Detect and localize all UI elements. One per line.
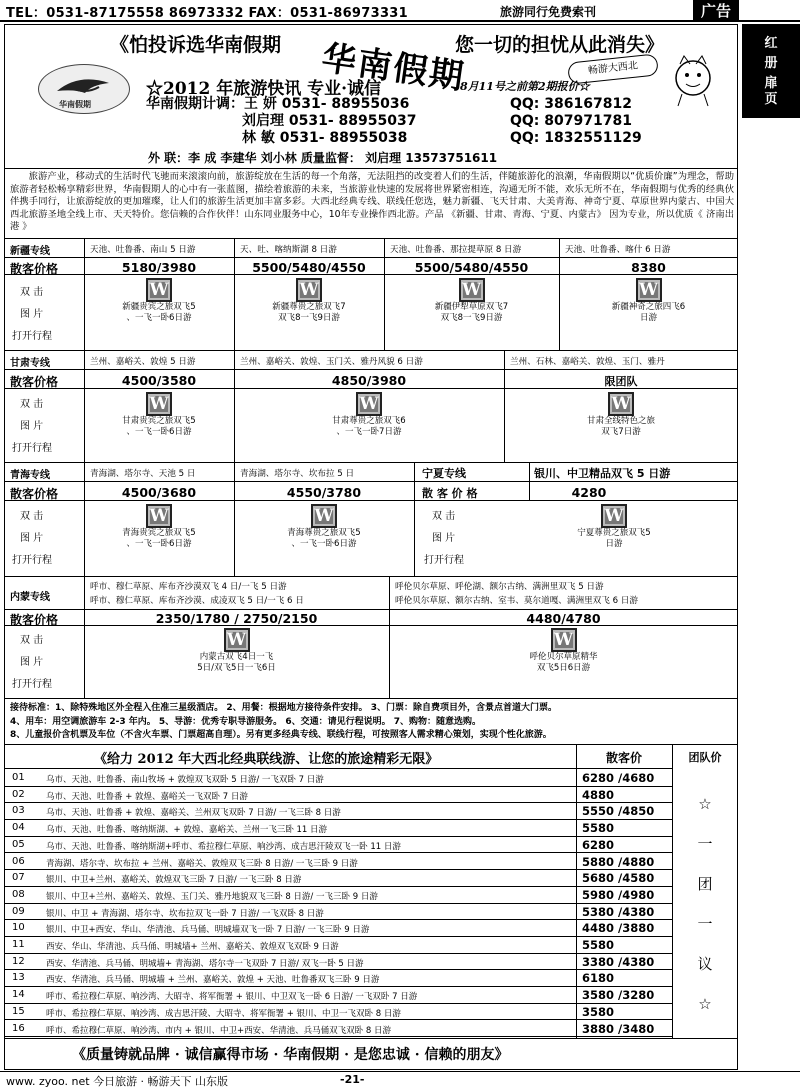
- word-doc-icon[interactable]: W: [311, 504, 337, 528]
- route-price: 4500/3680: [121, 485, 197, 500]
- ad-label: 广告: [693, 0, 739, 22]
- doc-caption: 新疆尊贵之旅双飞7 双飞8一飞9日游: [272, 302, 346, 323]
- doc-caption: 甘肃尊贵之旅双飞6 、一飞一卧7日游: [332, 416, 406, 437]
- gansu-price-label: 散客价格: [10, 375, 59, 389]
- row-route: 银川、中卫+兰州、嘉峪关、敦煌双飞三卧 7 日游/ 一飞三卧 8 日游: [46, 875, 302, 886]
- external-contacts: 外 联：李 成 李建华 刘小林 质量监督： 刘启理 13573751611: [148, 151, 498, 165]
- route-price: 限团队: [604, 375, 638, 388]
- word-doc-icon[interactable]: W: [601, 504, 627, 528]
- hint-line: 图 片: [20, 421, 44, 432]
- side-tab-char: 册: [764, 56, 778, 71]
- row-price: 3580 /3280: [582, 988, 655, 1003]
- contact-name: 华南假期计调：王 妍 0531- 88955036: [146, 96, 410, 112]
- table-row: [4, 770, 672, 787]
- row-number: 01: [12, 772, 25, 783]
- side-tab-char: 页: [764, 92, 778, 107]
- hint-line: 图 片: [20, 309, 44, 320]
- row-route: 乌市、天池、吐鲁番 + 敦煌、嘉峪关一飞双卧 7 日游: [46, 791, 248, 802]
- page-number: -21-: [340, 1073, 365, 1086]
- route-title: 天池、吐鲁番、南山 5 日游: [90, 245, 196, 255]
- group-char: 一: [697, 915, 713, 933]
- row-price: 3580: [582, 1004, 615, 1019]
- contact-name: 林 敏 0531- 88955038: [242, 130, 408, 146]
- row-route: 西安、华清池、兵马俑、明城墙+ 青海湖、塔尔寺一飞双卧 7 日游/ 双飞一卧 5 日游: [46, 958, 364, 969]
- side-tab-char: 红: [764, 36, 778, 51]
- row-route: 乌市、天池、吐鲁番、南山牧场 + 敦煌双飞双卧 5 日游/ 一飞双卧 7 日游: [46, 775, 324, 785]
- logo-text: 华南假期: [59, 100, 91, 109]
- hint-line: 双 击: [20, 635, 44, 646]
- row-number: 07: [12, 872, 25, 884]
- intro-paragraph: 旅游产业，移动式的生活时代飞驰而来滚滚向前，旅游绽放在生活的每一个角落，无法阻挡的改变着人们的生活，伴随旅游化的浪潮，华南假期以“优质价廉”为理念，帮助旅游者轻松畅享精彩世界，华南假期人的心中有一张蓝图，描绘着旅游的未来，当旅游业快速的发展将世界紧密相连，沟通无所不能，欢乐无所不在，华南假期与优秀的经典伙伴携手同行，让旅游绽放的更加璀璨，让人们的旅游生活更加丰富多彩。大西北经典专线、联线任您选，魅力新疆、飞天甘肃、大美青海、神奇宁夏、草原世界内蒙古、中国大西北旅游圣地全线上市、天天特价。您信赖的合作伙伴！山东同业服务中心，10年专业操作西北游。产品 《新疆、甘肃、青海、宁夏、内蒙古》 因为专业，所以优质《 济南出港 》: [10, 171, 734, 232]
- row-number: 13: [12, 972, 25, 984]
- word-doc-icon[interactable]: W: [224, 628, 250, 652]
- qq-number: QQ: 1832551129: [510, 130, 642, 146]
- row-number: 14: [12, 989, 25, 1001]
- header-line2: ☆2012 年旅游快讯 专业·诚信: [146, 79, 382, 99]
- row-route: 西安、华清池、兵马俑、明城墙 + 兰州、嘉峪关、敦煌 + 天池、吐鲁番双飞三卧 9 日游: [46, 975, 380, 986]
- slogan-right: 您一切的担忧从此消失》: [455, 34, 665, 56]
- row-price: 5550 /4850: [582, 804, 655, 819]
- table-row: [4, 937, 672, 954]
- qq-number: QQ: 386167812: [510, 96, 632, 112]
- xinjiang-section: [4, 238, 738, 350]
- route-price: 2350/1780 / 2750/2150: [155, 611, 318, 626]
- qinghai-ningxia-section: [4, 462, 738, 576]
- divider: [4, 168, 738, 169]
- group-char: 一: [697, 835, 713, 853]
- doc-caption: 呼伦贝尔草原精华 双飞5日6日游: [529, 652, 598, 673]
- word-doc-icon[interactable]: W: [296, 278, 322, 302]
- row-route: 乌市、天池、吐鲁番、喀纳斯湖+呼市、希拉穆仁草原、响沙湾、成吉思汗陵双飞一卧 11 日游: [46, 841, 401, 852]
- row-number: 06: [12, 855, 25, 867]
- group-char: ☆: [698, 795, 712, 813]
- table-row: [4, 837, 672, 854]
- standard-line: 4、用车：用空调旅游车 2-3 年内。 5、导游：优秀专职导游服务。 6、交通：请见行程说明。 7、购物：随意选购。: [10, 716, 481, 727]
- column-header-price: 散客价: [605, 751, 642, 765]
- doc-caption: 青海尊贵之旅双飞5 、一飞一卧6日游: [287, 528, 361, 549]
- route-title: 兰州、嘉峪关、敦煌 5 日游: [90, 357, 196, 367]
- top-bar: [0, 0, 800, 22]
- row-number: 15: [12, 1005, 25, 1017]
- qinghai-price-label: 散客价格: [10, 487, 59, 501]
- row-price: 4480 /3880: [582, 921, 655, 936]
- contact-row: [146, 96, 416, 113]
- word-doc-icon[interactable]: W: [551, 628, 577, 652]
- doc-caption: 甘肃全线特色之旅 双飞7日游: [586, 416, 655, 437]
- hint-line: 打开行程: [12, 443, 52, 454]
- word-doc-icon[interactable]: W: [459, 278, 485, 302]
- double-click-hint: [424, 506, 464, 572]
- brand-title: 华南假期: [319, 38, 468, 98]
- row-number: 02: [12, 788, 25, 800]
- itinerary-doc[interactable]: [559, 278, 738, 324]
- row-price: 5580: [582, 938, 615, 952]
- table-title: 《给力 2012 年大西北经典联线游、让您的旅途精彩无限》: [94, 752, 439, 767]
- table-row: [4, 970, 672, 987]
- standard-line: 8、儿童报价含机票及车位（不含火车票、门票超高自理）。另有更多经典专线、联线行程，可按照客人需求精心策划，实现个性化旅游。: [10, 730, 552, 740]
- combo-route-table: [4, 744, 738, 1038]
- row-route: 银川、中卫+西安、华山、华清池、兵马俑、明城墙双飞一卧 7 日游/ 一飞三卧 9 日游: [46, 925, 370, 936]
- word-doc-icon[interactable]: W: [146, 504, 172, 528]
- route-title-list: [395, 580, 638, 608]
- qq-number: QQ: 807971781: [510, 113, 632, 129]
- itinerary-doc[interactable]: [234, 278, 384, 324]
- route-title: 银川、中卫精品双飞 5 日游: [534, 467, 671, 480]
- row-route: 乌市、天池、吐鲁番 + 敦煌、嘉峪关、兰州双飞双卧 7 日游/ 一飞三卧 8 日游: [46, 808, 341, 819]
- table-row: [4, 820, 672, 837]
- hint-line: 双 击: [20, 287, 44, 298]
- row-number: 03: [12, 805, 25, 817]
- route-title: 天、吐、喀纳斯湖 8 日游: [240, 245, 337, 255]
- table-row: [4, 920, 672, 937]
- header-line2b: 8月11号之前第2期报价☆: [460, 80, 590, 93]
- table-row: [4, 954, 672, 971]
- ningxia-price-label: 散 客 价 格: [422, 487, 478, 500]
- doc-caption: 新疆伊犁草原双飞7 双飞8一飞9日游: [434, 302, 509, 323]
- route-title: 兰州、嘉峪关、敦煌、玉门关、雅丹风貌 6 日游: [240, 357, 423, 367]
- qq-list: [510, 96, 642, 147]
- column-header-group: 团队价: [688, 751, 722, 764]
- hint-line: 双 击: [20, 511, 44, 522]
- xinjiang-price-label: 散客价格: [10, 262, 59, 276]
- neimeng-label: 内蒙专线: [10, 592, 50, 603]
- standard-line: 接待标准：1、除特殊地区外全程入住准三星级酒店。 2、用餐：根据地方接待条件安排。 3、门票：除自费项目外，含景点首道大门票。: [10, 703, 558, 713]
- table-row: [4, 987, 672, 1004]
- neimeng-section: [4, 576, 738, 698]
- word-doc-icon[interactable]: W: [146, 392, 172, 416]
- group-negotiable: [672, 784, 738, 1024]
- row-price: 5680 /4580: [582, 871, 655, 886]
- route-price: 8380: [631, 260, 666, 275]
- route-title: 呼市、穆仁草原、库布齐沙漠、成凌双飞 5 日/一飞 6 日: [90, 596, 304, 606]
- hint-line: 双 击: [20, 399, 44, 410]
- row-price: 6280 /4680: [582, 771, 655, 785]
- route-title-list: [90, 580, 304, 608]
- contact-phone-fax: TEL：0531-87175558 86973332 FAX：0531-86973331: [6, 6, 408, 21]
- row-number: 11: [12, 939, 25, 950]
- contacts: [146, 96, 416, 147]
- route-title: 青海湖、塔尔寺、天池 5 日: [90, 469, 196, 479]
- double-click-hint: [12, 630, 52, 696]
- side-tab-char: 扉: [764, 76, 778, 91]
- row-number: 08: [12, 888, 25, 900]
- route-title: 青海湖、塔尔寺、坎布拉 5 日: [240, 469, 355, 479]
- row-route: 银川、中卫 + 青海湖、塔尔寺、坎布拉双飞一卧 7 日游/ 一飞双卧 8 日游: [46, 908, 324, 919]
- table-row: [4, 787, 672, 804]
- row-route: 乌市、天池、吐鲁番、喀纳斯湖、+ 敦煌、嘉峪关、兰州一飞三卧 11 日游: [46, 825, 328, 836]
- slogan-left: 《怕投诉选华南假期: [110, 34, 282, 56]
- row-number: 05: [12, 838, 25, 850]
- hint-line: 打开行程: [12, 679, 52, 690]
- table-row: [4, 854, 672, 871]
- itinerary-doc[interactable]: [84, 278, 234, 324]
- row-price: 4880: [582, 787, 615, 802]
- row-route: 西安、华山、华清池、兵马俑、明城墙+ 兰州、嘉峪关、敦煌双飞双卧 9 日游: [46, 942, 339, 952]
- qinghai-label: 青海专线: [10, 470, 50, 481]
- neimeng-price-label: 散客价格: [10, 613, 59, 627]
- row-number: 10: [12, 922, 25, 934]
- itinerary-doc[interactable]: [84, 628, 389, 674]
- itinerary-doc[interactable]: [234, 504, 414, 550]
- double-click-hint: [12, 394, 52, 460]
- route-price: 4500/3580: [121, 373, 197, 388]
- hint-line: 打开行程: [12, 331, 52, 342]
- company-logo: [38, 64, 130, 114]
- row-number: 12: [12, 955, 25, 967]
- route-price: 5500/5480/4550: [252, 260, 366, 275]
- hint-line: 双 击: [432, 511, 456, 522]
- gansu-section: [4, 350, 738, 462]
- hint-line: 图 片: [20, 657, 44, 668]
- table-row: [4, 803, 672, 820]
- doc-caption: 青海贵宾之旅双飞5 、一飞一卧6日游: [122, 528, 196, 549]
- service-standards: [10, 702, 734, 743]
- doc-caption: 新疆贵宾之旅双飞5 、一飞一卧6日游: [122, 302, 196, 323]
- contact-row: [146, 113, 416, 130]
- word-doc-icon[interactable]: W: [146, 278, 172, 302]
- footer-slogan: 《质量铸就品牌 · 诚信赢得市场 · 华南假期 · 是您忠诚 · 信赖的朋友》: [72, 1047, 509, 1063]
- row-price: 6180: [582, 971, 615, 986]
- stamp-badge: 畅游大西北: [567, 53, 659, 84]
- word-doc-icon[interactable]: W: [356, 392, 382, 416]
- route-title: 天池、吐鲁番、那拉提草原 8 日游: [390, 245, 522, 255]
- itinerary-doc[interactable]: [84, 504, 234, 550]
- double-click-hint: [12, 282, 52, 348]
- double-click-hint: [12, 506, 52, 572]
- free-magazine-tag: 旅游同行免费索刊: [500, 5, 597, 19]
- row-route: 银川、中卫+兰州、嘉峪关、敦煌、玉门关、雅丹地貌双飞三卧 8 日游/ 一飞三卧 9 日游: [46, 891, 378, 902]
- route-price: 4280: [571, 485, 607, 500]
- doc-caption: 新疆神奇之旅四飞6 日游: [611, 302, 686, 323]
- route-title: 呼市、穆仁草原、库布齐沙漠双飞 4 日/一飞 5 日游: [90, 582, 287, 592]
- itinerary-doc[interactable]: [234, 392, 504, 438]
- hint-line: 打开行程: [424, 555, 464, 566]
- route-price: 4850/3980: [331, 373, 407, 388]
- group-char: 议: [697, 955, 713, 973]
- row-price: 5380 /4380: [582, 904, 655, 919]
- doc-caption: 内蒙古双飞4日一飞 5日/双飞5日一飞6日: [197, 652, 276, 673]
- contact-name: 刘启理 0531- 88955037: [242, 113, 417, 129]
- itinerary-doc[interactable]: [389, 628, 738, 674]
- itinerary-doc[interactable]: [384, 278, 559, 324]
- group-char: ☆: [698, 995, 712, 1013]
- row-price: 5880 /4880: [582, 854, 655, 869]
- doc-caption: 甘肃贵宾之旅双飞5 、一飞一卧6日游: [122, 416, 196, 437]
- itinerary-doc[interactable]: [544, 504, 684, 550]
- row-number: 16: [12, 1022, 25, 1034]
- word-doc-icon[interactable]: W: [636, 278, 662, 302]
- gansu-label: 甘肃专线: [10, 358, 50, 369]
- route-price: 5180/3980: [121, 260, 197, 275]
- row-price: 3880 /3480: [582, 1021, 655, 1036]
- xinjiang-label: 新疆专线: [10, 246, 50, 257]
- route-title: 天池、吐鲁番、喀什 6 日游: [565, 245, 671, 255]
- route-title: 呼伦贝尔草原、呼伦湖、额尔古纳、满洲里双飞 5 日游: [395, 582, 604, 592]
- route-title: 兰州、石林、嘉峪关、敦煌、玉门、雅丹: [510, 357, 665, 367]
- row-price: 5980 /4980: [582, 887, 655, 902]
- doc-caption: 宁夏尊贵之旅双飞5 日游: [577, 528, 651, 549]
- table-row: [4, 904, 672, 921]
- route-price: 4550/3780: [286, 485, 362, 500]
- group-char: 团: [697, 875, 713, 893]
- row-route: 呼市、希拉穆仁草原、响沙湾、成吉思汗陵、大昭寺、将军衙署 + 银川、中卫一飞双卧 8 日游: [46, 1008, 401, 1019]
- ningxia-label: 宁夏专线: [422, 467, 466, 480]
- table-row: [4, 887, 672, 904]
- row-route: 青海湖、塔尔寺、坎布拉 + 兰州、嘉峪关、敦煌双飞三卧 8 日游/ 一飞三卧 9 日游: [46, 858, 358, 869]
- website-line[interactable]: www. zyoo. net 今日旅游 · 畅游天下 山东版: [6, 1075, 229, 1087]
- row-number: 04: [12, 822, 25, 834]
- hint-line: 图 片: [432, 533, 456, 544]
- row-number: 09: [12, 905, 25, 917]
- itinerary-doc[interactable]: [504, 392, 738, 438]
- mascot-icon: [662, 52, 724, 108]
- hint-line: 图 片: [20, 533, 44, 544]
- row-price: 6280: [582, 837, 615, 852]
- table-row: [4, 1004, 672, 1021]
- route-price: 5500/5480/4550: [414, 260, 529, 275]
- row-price: 3380 /4380: [582, 954, 655, 969]
- table-row: [4, 870, 672, 887]
- word-doc-icon[interactable]: W: [608, 392, 634, 416]
- contact-row: [146, 130, 416, 147]
- row-price: 5580: [582, 821, 615, 836]
- route-title: 呼伦贝尔草原、额尔古纳、室韦、莫尔道嘎、满洲里双飞 6 日游: [395, 596, 638, 606]
- row-route: 呼市、希拉穆仁草原、响沙湾、大昭寺、将军衙署 + 银川、中卫双飞一卧 6 日游/ 一飞双卧 7 日游: [46, 992, 418, 1003]
- route-price: 4480/4780: [526, 611, 601, 626]
- itinerary-doc[interactable]: [84, 392, 234, 438]
- row-route: 呼市、希拉穆仁草原、响沙湾、市内 + 银川、中卫+西安、华清池、兵马俑双飞双卧 8 日游: [46, 1025, 391, 1036]
- table-row: [4, 1021, 672, 1038]
- hint-line: 打开行程: [12, 555, 52, 566]
